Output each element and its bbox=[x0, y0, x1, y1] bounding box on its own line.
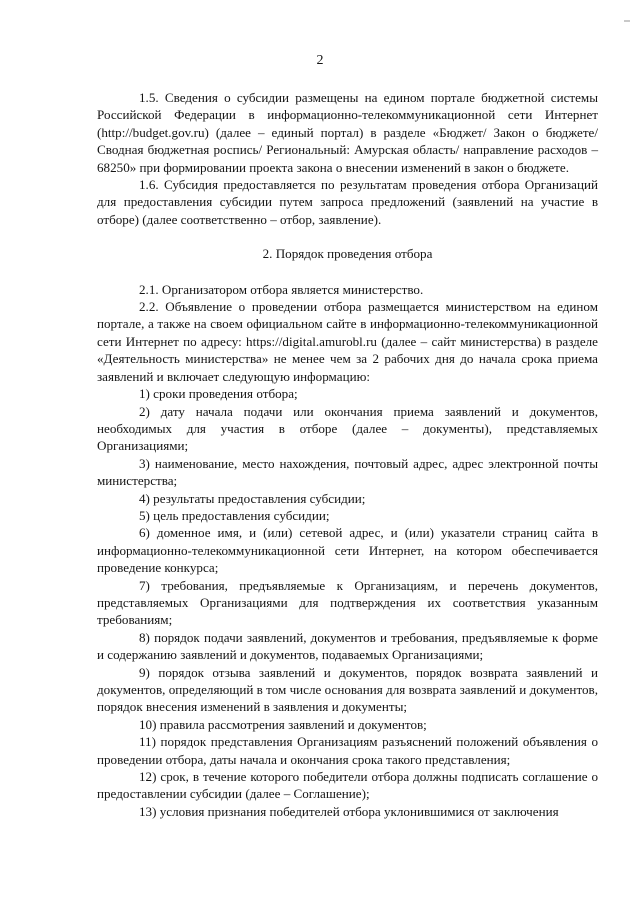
list-item-8: 8) порядок подачи заявлений, документов и требования, предъявляемые к форме и содержанию заявлений и документов, подаваемых Организациями; bbox=[97, 629, 598, 663]
list-item-5: 5) цель предоставления субсидии; bbox=[139, 507, 330, 523]
list-item-1: 1) сроки проведения отбора; bbox=[139, 386, 298, 402]
list-item-2: 2) дату начала подачи или окончания приема заявлений и документов, необходимых для участия в отборе (далее – документы), представляемых Организациями; bbox=[97, 403, 598, 454]
scan-artifact bbox=[624, 20, 630, 22]
list-item-9: 9) порядок отзыва заявлений и документов, порядок возврата заявлений и документов, определяющий в том числе основания для возврата заявлений и документов, порядок внесения изменений в заявления и документы; bbox=[97, 664, 598, 715]
list-item-12: 12) срок, в течение которого победители отбора должны подписать соглашение о предоставлении субсидии (далее – Соглашение); bbox=[97, 769, 598, 802]
list-item-10: 10) правила рассмотрения заявлений и документов; bbox=[139, 716, 427, 732]
list-item-7: 7) требования, предъявляемые к Организациям, и перечень документов, представляемых Организациями для подтверждения их соответствия указанным требованиям; bbox=[97, 577, 598, 628]
list-item-11: 11) порядок представления Организациям разъяснений положений объявления о проведении отбора, даты начала и окончания срока такого представления; bbox=[97, 734, 598, 767]
list-item-4: 4) результаты предоставления субсидии; bbox=[139, 490, 366, 506]
page-number: 2 bbox=[316, 53, 324, 68]
paragraph-2-2: 2.2. Объявление о проведении отбора размещается министерством на едином портале, а также на своем официальном сайте в информационно-телекоммуникационной сети Интернет по адресу: https://digital.amurobl.ru (далее – сайт министерства) в разделе «Деятельность министерства» не менее чем за 2 рабочих дня до начала срока приема заявлений и включает следующую информацию: bbox=[97, 299, 598, 384]
document-body bbox=[97, 89, 598, 820]
list-item-6: 6) доменное имя, и (или) сетевой адрес, и (или) указатели страниц сайта в информационно-телекоммуникационной сети Интернет, на котором обеспечивается проведение конкурса; bbox=[97, 525, 598, 576]
list-item-3: 3) наименование, место нахождения, почтовый адрес, адрес электронной почты министерства; bbox=[97, 455, 598, 489]
paragraph-1-6: 1.6. Субсидия предоставляется по результатам проведения отбора Организаций для предоставления субсидии путем запроса предложений (заявлений на участие в отборе) (далее соответственно – отбор, заявление). bbox=[97, 177, 598, 227]
paragraph-1-5: 1.5. Сведения о субсидии размещены на едином портале бюджетной системы Российской Федерации в информационно-телекоммуникационной сети Интернет (http://budget.gov.ru) (далее – единый портал) в разделе «Бюджет/ Закон о бюджете/ Сводная бюджетная роспись/ Региональный: Амурская область/ направление расходов – 68250» при формировании проекта закона о внесении изменений в закон о бюджете. bbox=[97, 90, 598, 175]
list-item-13: 13) условия признания победителей отбора уклонившимися от заключения bbox=[139, 803, 559, 819]
section-heading: 2. Порядок проведения отбора bbox=[262, 246, 433, 262]
paragraph-2-1: 2.1. Организатором отбора является министерство. bbox=[139, 281, 424, 297]
